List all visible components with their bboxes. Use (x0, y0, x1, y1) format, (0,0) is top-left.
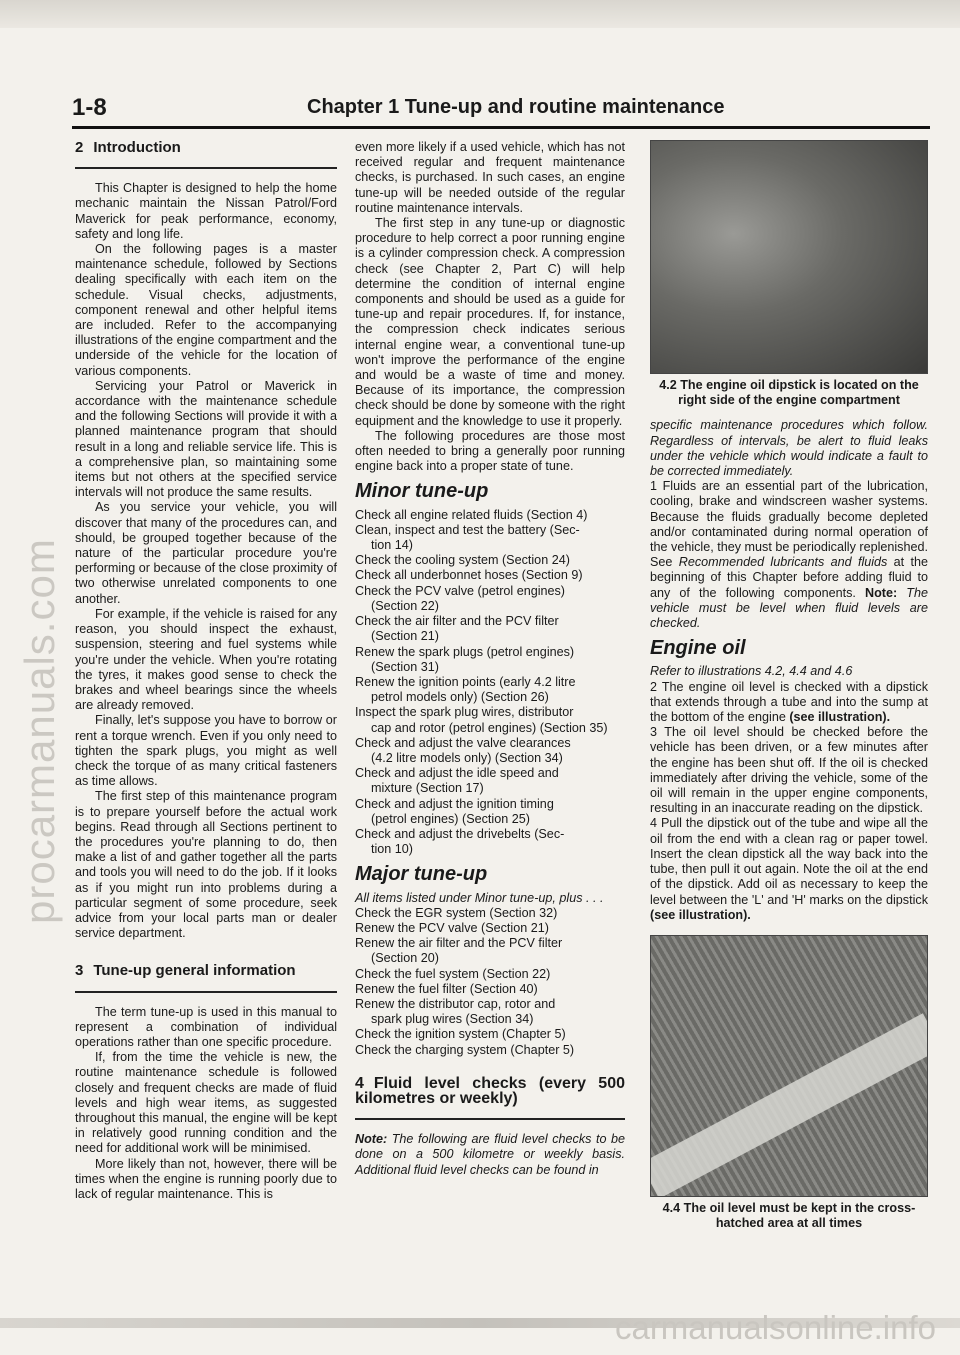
list-item: Renew the PCV valve (Section 21) (355, 920, 549, 935)
major-tune-up-list (355, 906, 625, 1058)
paragraph: As you service your vehicle, you will discover that many of the procedures can, and should, be grouped together because of the nature of the particular procedure you're performing or because of the close proximity of two otherwise unrelated components to one another. (75, 500, 337, 606)
paragraph: On the following pages is a master maintenance schedule, followed by Sections dealing specifically with each item on the schedule. Visual checks, adjustments, component renewal and other helpful items are included. Refer to the accompanying illustrations of the engine compartment and the underside of the vehicle for the location of various components. (75, 242, 337, 378)
paragraph: Servicing your Patrol or Maverick in accordance with the maintenance schedule and the following Sections will provide it with a planned maintenance program that should result in a long and reliable service life. This is a comprehensive plan, so maintaining some items but not others at the specified service intervals will not produce the same results. (75, 378, 337, 500)
figure-4-4-oil-level-photo (650, 935, 928, 1197)
list-item: Check and adjust the drivebelts (Sec- tion 10) (355, 826, 565, 857)
page-header (72, 94, 930, 124)
list-item: Check the EGR system (Section 32) (355, 905, 558, 920)
refer-illustrations: Refer to illustrations 4.2, 4.4 and 4.6 (650, 664, 853, 679)
list-item: Renew the fuel filter (Section 40) (355, 981, 538, 996)
section-3-heading: 3 Tune-up general information (75, 963, 337, 992)
list-item: Check and adjust the valve clearances (4.2 litre models only) (Section 34) (355, 735, 571, 765)
paragraph: 3 The oil level should be checked before the vehicle has been driven, or a few minutes after the engine has been shut off. If the oil is checked immediately after driving the vehicle, some of the oil will remain in the upper engine components, resulting in an inaccurate reading on the dipstick. (650, 725, 928, 816)
engine-oil-heading: Engine oil (650, 637, 746, 660)
list-item: Check the ignition system (Chapter 5) (355, 1027, 566, 1042)
list-item: Renew the air filter and the PCV filter (Section 20) (355, 936, 563, 966)
paragraph: even more likely if a used vehicle, which has not received regular and frequent maintenance checks, is purchased. In such cases, an engine tune-up will be needed outside of the regular routine maintenance intervals. (355, 140, 625, 215)
list-item: Check the charging system (Chapter 5) (355, 1042, 575, 1057)
watermark-bottom: carmanualsonline.info (614, 1309, 936, 1346)
list-item: Renew the ignition points (early 4.2 litre petrol models only) (Section 26) (355, 674, 576, 705)
column-3 (650, 140, 928, 1241)
major-tune-up-heading: Major tune-up (355, 863, 488, 886)
top-scan-band (0, 0, 960, 28)
chapter-title: Chapter 1 Tune-up and routine maintenance (307, 96, 725, 118)
list-item: Check the fuel system (Section 22) (355, 966, 551, 981)
paragraph: If, from the time the vehicle is new, the routine maintenance schedule is followed closely and frequent checks are made of fluid levels and high wear items, as suggested throughout this manual, the engine will be kept in relatively good running condition and the need for additional work will be minimised. (75, 1050, 337, 1156)
section-4-heading: 4 Fluid level checks (every 500 kilometres or weekly) (355, 1076, 625, 1120)
list-item: Check and adjust the ignition timing (petrol engines) (Section 25) (355, 796, 554, 826)
paragraph: The first step in any tune-up or diagnostic procedure to help correct a poor running engine is a cylinder compression check. A compression check (see Chapter 2, Part C) will help determine the condition of internal engine components and should be used as a guide for tune-up and repair procedures. If, for instance, the compression check indicates serious internal engine wear, a conventional tune-up won't improve the performance of the engine and would be a waste of time and money. Because of its importance, the compression check should be done by someone with the right equipment and the knowledge to use it properly. (355, 216, 625, 428)
paragraph: This Chapter is designed to help the home mechanic maintain the Nissan Patrol/Ford Maverick for peak performance, economy, safety and long life. (75, 181, 337, 241)
list-item: Renew the spark plugs (petrol engines) (Section 31) (355, 644, 575, 674)
paragraph: The term tune-up is used in this manual to represent a combination of individual operations rather than one specific procedure. (75, 1004, 337, 1049)
figure-caption: 4.2 The engine oil dipstick is located on the right side of the engine compartment (659, 378, 919, 408)
list-item: Check the air filter and the PCV filter (Section 21) (355, 614, 559, 644)
list-item: Inspect the spark plug wires, distributor cap and rotor (petrol engines) (Section 35) (355, 705, 608, 735)
minor-tune-up-list (355, 508, 625, 858)
paragraph: The following procedures are those most often needed to bring a generally poor running engine back into a proper state of tune. (355, 428, 625, 474)
paragraph: Finally, let's suppose you have to borrow or rent a torque wrench. Even if you only need to tighten the spark plugs, you might as well check the torque of as many critical fasteners as time allows. (75, 713, 337, 789)
list-item: Clean, inspect and test the battery (Sec- tion 14) (355, 522, 580, 553)
list-item: Renew the distributor cap, rotor and spark plug wires (Section 34) (355, 996, 556, 1027)
column-2 (355, 140, 625, 1178)
page-number: 1-8 (72, 94, 107, 121)
paragraph: The first step of this maintenance program is to prepare yourself before the actual work begins. Read through all Sections pertinent to the procedures you're planning to do, then make a list of and gather together all the parts and tools you will need to do the job. If it looks as if you might run into problems during a particular segment of some procedure, seek advice from your local parts man or dealer service department. (75, 789, 337, 941)
paragraph: For example, if the vehicle is raised for any reason, you should inspect the exhaust, suspension, steering and fuel systems while you're under the vehicle. When you're rotating the tyres, it makes good sense to check the brakes and wheel bearings since the wheels are already removed. (75, 606, 337, 713)
list-item: Check and adjust the idle speed and mixture (Section 17) (355, 766, 559, 796)
list-item: Check all engine related fluids (Section 4) (355, 507, 588, 522)
watermark-left: procarmanuals.com (16, 538, 63, 924)
paragraph: 1 Fluids are an essential part of the lubrication, cooling, brake and windscreen washer systems. Because the fluids gradually become depleted and/or contaminated during normal operation of the vehicle, they must be periodically replenished. See Recommended lubricants and fluids at the beginning of this Chapter before adding fluid to any of the following components. Note: The vehicle must be level when fluid levels are checked. (650, 479, 929, 631)
header-rule (72, 126, 930, 129)
figure-4-2-dipstick-photo (650, 140, 928, 374)
column-1 (75, 140, 337, 1202)
paragraph: 2 The engine oil level is checked with a dipstick that extends through a tube and into the sump at the bottom of the engine (see illustration). (650, 679, 928, 725)
paragraph: 4 Pull the dipstick out of the tube and wipe all the oil from the end with a clean rag or paper towel. Insert the clean dipstick all the way back into the tube, then pull it out again. Note the oil at the end of the dipstick. Add oil as necessary to keep the level between the 'L' and 'H' marks on the dipstick (see illustration). (650, 816, 928, 922)
paragraph: specific maintenance procedures which follow. Regardless of intervals, be alert to fluid leaks under the vehicle which would indicate a fault to be corrected immediately. (650, 418, 928, 479)
figure-caption: 4.4 The oil level must be kept in the cross-hatched area at all times (662, 1200, 916, 1231)
paragraph: More likely than not, however, there will be times when the engine is running poorly due to lack of regular maintenance. This is (75, 1156, 337, 1201)
section-2-heading: 2 Introduction (75, 140, 337, 169)
list-item: Check the cooling system (Section 24) (355, 553, 570, 568)
list-item: Check all underbonnet hoses (Section 9) (355, 568, 583, 583)
minor-tune-up-heading: Minor tune-up (355, 480, 489, 503)
major-intro: All items listed under Minor tune-up, plus . . . (355, 890, 604, 905)
note: Note: The following are fluid level checks to be done on a 500 kilometre or weekly basis. Additional fluid level checks can be found in (355, 1132, 625, 1177)
list-item: Check the PCV valve (petrol engines) (Section 22) (355, 583, 565, 613)
